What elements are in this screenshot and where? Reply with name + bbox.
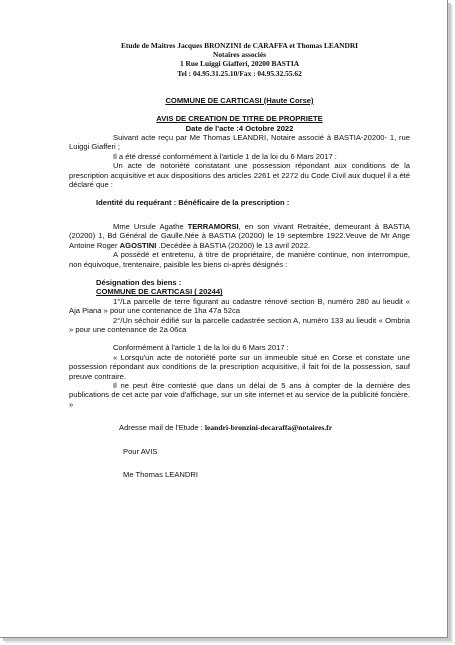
quote-paragraph-1: « Lorsqu'un acte de notoriété porte sur un immeuble situé en Corse et constate une possession répondant aux conditions de la prescription acquisitive, il fait foi de la possession, sauf preuve contraire.	[69, 352, 410, 381]
email-address: leandri-bronzini-decaraffa@notaires.fr	[204, 423, 333, 433]
office-phone-fax: Tel : 04.95.31.25.10/Fax : 04.95.32.55.62	[177, 68, 302, 78]
conformement-line: Conformément à l'article 1 de la loi du 6 Mars 2017 :	[113, 343, 289, 353]
office-address: 1 Rue Luiggi Giafferi, 20200 BASTIA	[179, 59, 300, 69]
identite-heading: Identité du requérant : Bénéficaire de la prescription :	[96, 198, 290, 208]
designation-heading: Désignation des biens :	[96, 277, 182, 287]
bien-2: 2°/Un séchoir édifié sur la parcelle cadastrée section A, numéro 133 au lieudit « Ombria » pour une contenance de 2a 06ca	[69, 315, 410, 334]
avis-title: AVIS DE CREATION DE TITRE DE PROPRIETE	[156, 114, 323, 124]
requerant-text-2: , en son vivant Retraitée, demeurant à BASTIA (20200) 1, Bd Général de Gaulle.Née à BASTIA (20200) le 19 septembre 1922.Veuve de Mr Ange Antoine Roger	[69, 221, 411, 250]
email-line	[69, 423, 410, 432]
paragraph-article: Il a été dressé conformément à l'article 1 de la loi du 6 Mars 2017 :	[113, 151, 337, 161]
office-header	[69, 41, 410, 78]
requerant-name: TERRAMORSI	[187, 221, 239, 231]
requerant-paragraph	[69, 222, 410, 250]
paragraph-notoriete: Un acte de notoriété constatant une possession répondant aux conditions de la prescription acquisitive et aux dispositions des articles 2261 et 2272 du Code Civil aux duquel il a été déclaré que :	[69, 161, 410, 190]
commune-title: COMMUNE DE CARTICASI (Haute Corse)	[165, 95, 314, 105]
designation-commune: COMMUNE DE CARTICASI ( 20244)	[96, 287, 223, 297]
document-body	[69, 41, 410, 479]
pour-avis: Pour AVIS	[123, 446, 158, 456]
requerant-text-1: Mme Ursule Agathe	[113, 221, 188, 231]
spouse-name: AGOSTINI	[119, 240, 157, 250]
date-acte: Date de l'acte :4 Octobre 2022	[185, 123, 294, 133]
office-subtitle: Notaires associés	[212, 50, 267, 60]
possession-paragraph: A possédé et entretenu, à titre de propriétaire, de manière continue, non interrompue, non équivoque, trentenaire, paisible les biens ci-après désignés :	[69, 250, 410, 269]
paragraph-acte-recu: Suivant acte reçu par Me Thomas LEANDRI, Notaire associé à BASTIA-20200- 1, rue Luiggi Giafferi ;	[69, 133, 410, 152]
email-label: Adresse mail de l'Etude :	[119, 423, 205, 433]
requerant-text-3: .Decédée à BASTIA (20200) le 13 avril 2022.	[156, 240, 311, 250]
office-name: Etude de Maitres Jacques BRONZINI de CARAFFA et Thomas LEANDRI	[120, 41, 359, 50]
quote-paragraph-2: Il ne peut être contesté que dans un délai de 5 ans à compter de la dernière des publications de cet acte par voie d'affichage, sur un site internet et au service de la publicité foncière. »	[69, 380, 410, 409]
signature: Me Thomas LEANDRI	[123, 470, 198, 479]
bien-1: 1°/La parcelle de terre figurant au cadastre rénové section B, numéro 280 au lieudit « Aja Piana » pour une contenance de 1ha 47a 52ca	[69, 296, 410, 316]
